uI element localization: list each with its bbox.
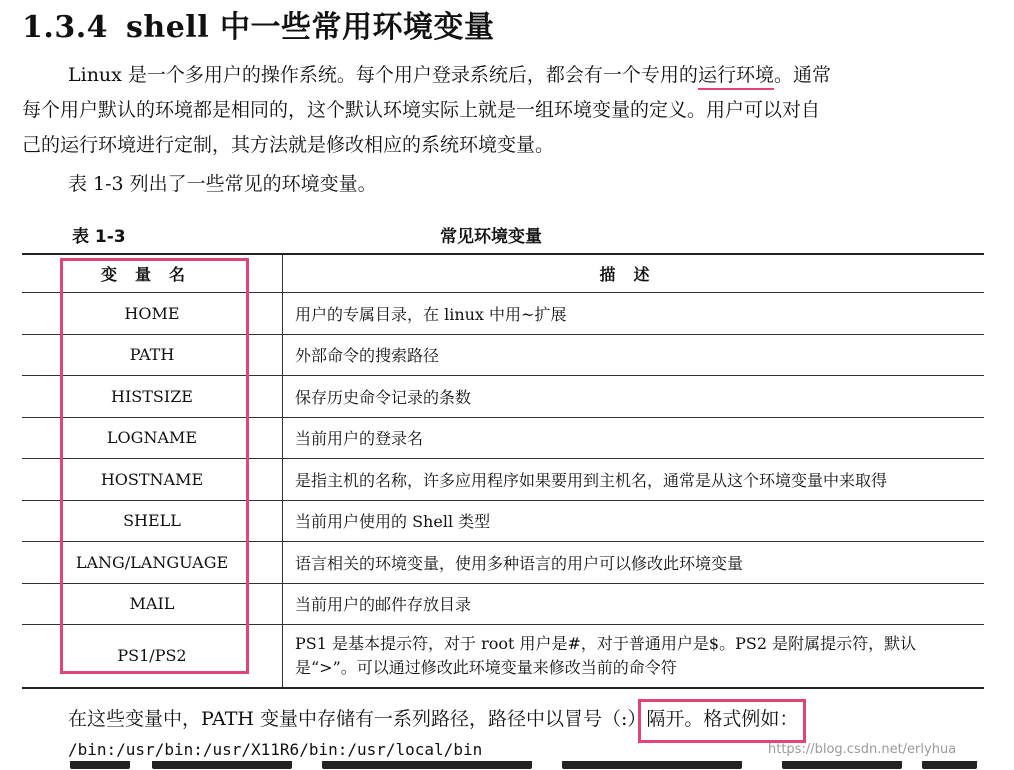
table-row — [22, 542, 984, 584]
description-cell — [283, 625, 985, 689]
variable-name-cell: LOGNAME — [22, 417, 283, 459]
table-caption-title: 常见环境变量 — [440, 227, 542, 247]
runtime-environment-highlight: 运行环境 — [697, 64, 774, 86]
variable-name-cell: HOSTNAME — [22, 459, 283, 501]
table-header-row — [22, 254, 984, 293]
section-heading — [22, 2, 495, 46]
description-cell: 语言相关的环境变量，使用多种语言的用户可以修改此环境变量 — [283, 542, 985, 584]
colon-separator-highlight: 冒号（:）隔开 — [564, 708, 685, 730]
description-cell: 当前用户使用的 Shell 类型 — [283, 500, 985, 542]
variable-name-cell: PS1/PS2 — [22, 625, 283, 689]
variable-name-cell: HOME — [22, 293, 283, 335]
description-line-2: 是“>”。可以通过修改此环境变量来修改当前的命令符 — [295, 658, 677, 677]
table-row — [22, 500, 984, 542]
description-cell: 外部命令的搜索路径 — [283, 334, 985, 376]
intro-line-1-text: Linux 是一个多用户的操作系统。每个用户登录系统后，都会有一个专用的 — [68, 64, 698, 86]
table-row — [22, 583, 984, 625]
intro-line-2: 每个用户默认的环境都是相同的，这个默认环境实际上就是一组环境变量的定义。用户可以对自 — [22, 99, 821, 121]
section-title: shell 中一些常用环境变量 — [126, 10, 495, 45]
table-row — [22, 417, 984, 459]
path-text-end: 。格式例如： — [684, 708, 799, 730]
table-row — [22, 376, 984, 418]
description-cell: 当前用户的登录名 — [283, 417, 985, 459]
table-intro: 表 1-3 列出了一些常见的环境变量。 — [68, 173, 377, 195]
description-cell: 保存历史命令记录的条数 — [283, 376, 985, 418]
cut-off-text-line — [22, 761, 982, 770]
description-line-1: PS1 是基本提示符，对于 root 用户是#，对于普通用户是$。PS2 是附属提示符，默认 — [295, 634, 917, 653]
table-row — [22, 459, 984, 501]
section-number: 1.3.4 — [22, 10, 109, 45]
table-row — [22, 334, 984, 376]
path-example-code: /bin:/usr/bin:/usr/X11R6/bin:/usr/local/bin — [68, 740, 483, 759]
description-cell: 当前用户的邮件存放目录 — [283, 583, 985, 625]
intro-line-1 — [22, 58, 987, 93]
variable-name-cell: MAIL — [22, 583, 283, 625]
header-variable-name: 变量名 — [22, 254, 283, 293]
env-variable-table — [22, 253, 984, 689]
variable-name-cell: LANG/LANGUAGE — [22, 542, 283, 584]
intro-line-3: 己的运行环境进行定制，其方法就是修改相应的系统环境变量。 — [22, 134, 555, 156]
intro-line-1-end: 。通常 — [773, 64, 831, 86]
path-text-start: 在这些变量中，PATH 变量中存储有一系列路径，路径中以 — [68, 708, 565, 730]
table-row — [22, 293, 984, 335]
table-caption-number: 表 1-3 — [72, 227, 126, 247]
header-description: 描述 — [283, 254, 985, 293]
path-paragraph — [68, 704, 798, 731]
variable-name-cell: HISTSIZE — [22, 376, 283, 418]
variable-name-cell: SHELL — [22, 500, 283, 542]
description-cell: 用户的专属目录，在 linux 中用~扩展 — [283, 293, 985, 335]
variable-name-cell: PATH — [22, 334, 283, 376]
watermark: https://blog.csdn.net/erlyhua — [768, 742, 957, 757]
intro-paragraph — [22, 58, 987, 163]
table-row — [22, 625, 984, 689]
description-cell: 是指主机的名称，许多应用程序如果要用到主机名，通常是从这个环境变量中来取得 — [283, 459, 985, 501]
